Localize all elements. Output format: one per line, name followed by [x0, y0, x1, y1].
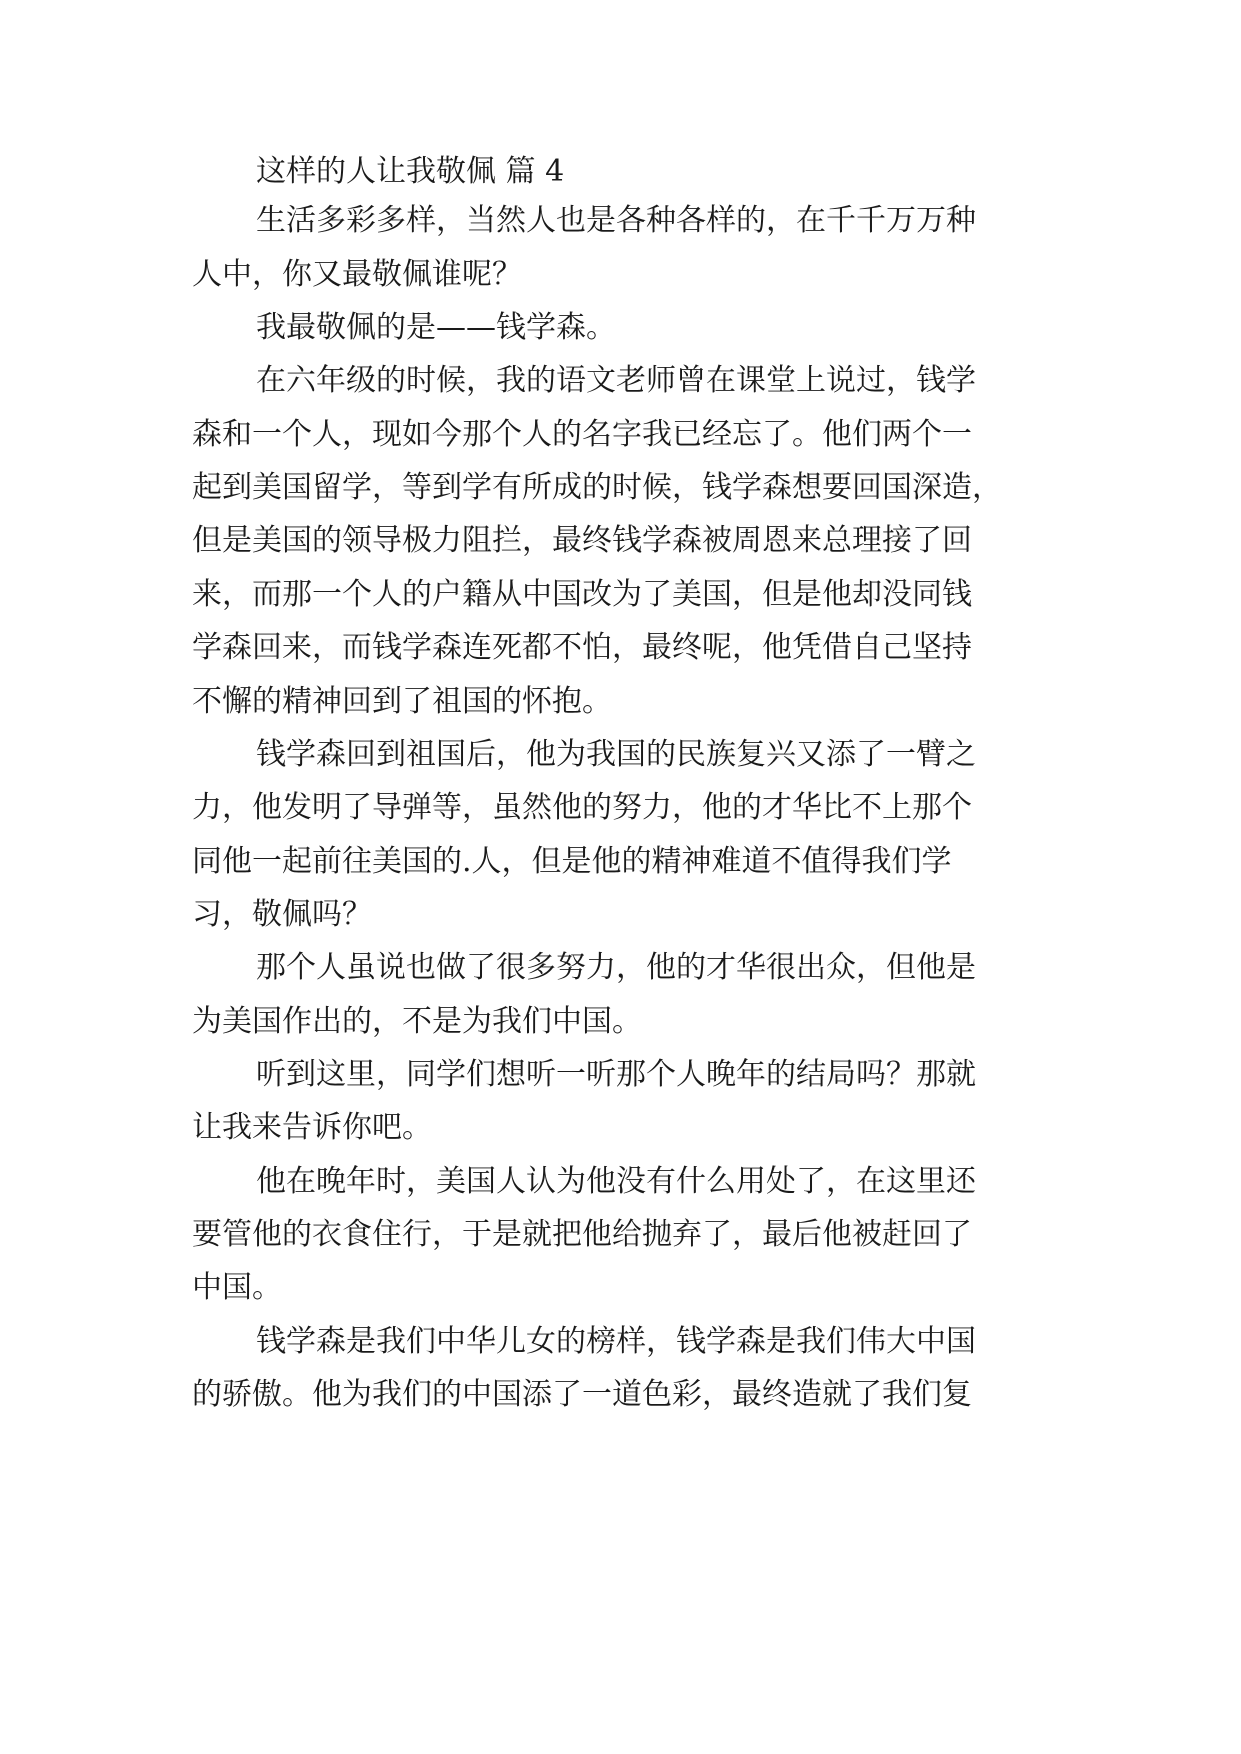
paragraph-line: 不懈的精神回到了祖国的怀抱。	[192, 684, 612, 719]
paragraph-line: 生活多彩多样，当然人也是各种各样的，在千千万万种	[256, 203, 976, 238]
paragraph-line: 让我来告诉你吧。	[192, 1110, 432, 1145]
paragraph-line: 中国。	[192, 1270, 282, 1305]
paragraph-line: 学森回来，而钱学森连死都不怕，最终呢，他凭借自己坚持	[192, 630, 972, 665]
paragraph-line: 在六年级的时候，我的语文老师曾在课堂上说过，钱学	[256, 363, 976, 398]
paragraph-line: 为美国作出的，不是为我们中国。	[192, 1004, 642, 1039]
paragraph-line: 那个人虽说也做了很多努力，他的才华很出众，但他是	[256, 950, 976, 985]
paragraph-line: 力，他发明了导弹等，虽然他的努力，他的才华比不上那个	[192, 790, 972, 825]
paragraph-line: 的骄傲。他为我们的中国添了一道色彩，最终造就了我们复	[192, 1377, 972, 1412]
paragraph-line: 钱学森是我们中华儿女的榜样，钱学森是我们伟大中国	[256, 1324, 976, 1359]
paragraph-line: 听到这里，同学们想听一听那个人晚年的结局吗？那就	[256, 1057, 976, 1092]
paragraph-line: 森和一个人，现如今那个人的名字我已经忘了。他们两个一	[192, 417, 972, 452]
paragraph-line: 但是美国的领导极力阻拦，最终钱学森被周恩来总理接了回	[192, 523, 972, 558]
paragraph-line: 同他一起前往美国的.人，但是他的精神难道不值得我们学	[192, 844, 952, 879]
paragraph-line: 起到美国留学，等到学有所成的时候，钱学森想要回国深造，	[192, 470, 1002, 505]
paragraph-line: 钱学森回到祖国后，他为我国的民族复兴又添了一臂之	[256, 737, 976, 772]
paragraph-line: 人中，你又最敬佩谁呢？	[192, 257, 522, 292]
paragraph-line: 来，而那一个人的户籍从中国改为了美国，但是他却没同钱	[192, 577, 972, 612]
paragraph-line: 习，敬佩吗？	[192, 897, 372, 932]
paragraph-line: 他在晚年时，美国人认为他没有什么用处了，在这里还	[256, 1164, 976, 1199]
document-title: 这样的人让我敬佩 篇 4	[256, 154, 565, 189]
paragraph-line: 要管他的衣食住行，于是就把他给抛弃了，最后他被赶回了	[192, 1217, 972, 1252]
paragraph-line: 我最敬佩的是——钱学森。	[256, 310, 616, 345]
